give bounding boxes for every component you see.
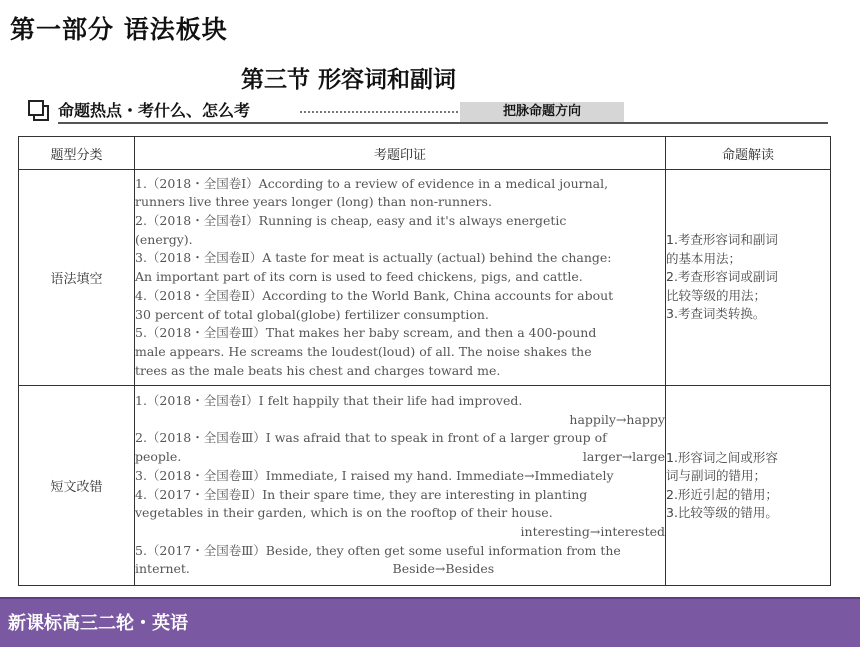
reading-line: 1.考查形容词和副词 — [666, 232, 778, 248]
correction: happily→happy — [569, 411, 665, 427]
example-line: 4.（2018・全国卷Ⅱ）According to the World Bank, China accounts for about — [135, 287, 614, 303]
reading-line: 3.比较等级的错用。 — [666, 505, 778, 520]
square-icon — [28, 100, 46, 118]
reading-line: 2.形近引起的错用； — [666, 486, 778, 502]
example-line: people. — [135, 449, 182, 465]
table-row — [19, 170, 831, 386]
dotted-leader — [300, 111, 458, 113]
example-line: runners live three years longer (long) than non-runners. — [135, 194, 492, 210]
example-line: internet. Beside→Besides — [135, 561, 495, 577]
type-cell: 短文改错 — [19, 386, 135, 586]
example-line: 30 percent of total global(globe) fertilizer consumption. — [135, 306, 489, 322]
part-title: 第一部分 语法板块 — [10, 15, 228, 44]
reading-line: 1.形容词之间或形容 — [666, 449, 778, 465]
reading-line: 的基本用法； — [666, 250, 742, 266]
example-line: An important part of its corn is used to feed chickens, pigs, and cattle. — [135, 269, 583, 285]
header-examples: 考题印证 — [135, 137, 666, 170]
divider — [58, 122, 828, 124]
examples-cell — [135, 170, 666, 386]
hot-section-title: 命题热点・考什么、怎么考 — [58, 101, 251, 120]
reading-line: 2.考查形容词或副词 — [666, 269, 778, 285]
example-line: 1.（2018・全国卷Ⅰ）I felt happily that their life had improved. — [135, 392, 523, 408]
hot-section-tag: 把脉命题方向 — [460, 102, 624, 122]
example-line: (energy). — [135, 231, 193, 247]
correction: interesting→interested — [520, 523, 665, 539]
reading-line: 3.考查词类转换。 — [666, 306, 766, 322]
example-line: male appears. He screams the loudest(loud) of all. The noise shakes the — [135, 343, 592, 359]
correction: larger→large — [582, 449, 665, 465]
example-line: 5.（2017・全国卷Ⅲ）Beside, they often get some useful information from the — [135, 542, 621, 558]
example-line: vegetables in their garden, which is on the rooftop of their house. — [135, 505, 553, 521]
exam-table — [18, 136, 831, 586]
reading-cell — [666, 386, 831, 586]
footer-text: 新课标高三二轮・英语 — [8, 613, 188, 634]
example-line: 5.（2018・全国卷Ⅲ）That makes her baby scream, and then a 400-pound — [135, 325, 597, 341]
example-line: 2.（2018・全国卷Ⅲ）I was afraid that to speak in front of a larger group of — [135, 430, 607, 446]
reading-line: 词与副词的错用； — [666, 468, 767, 483]
examples-cell — [135, 386, 666, 586]
example-line: trees as the male beats his chest and charges toward me. — [135, 362, 501, 378]
example-line: 3.（2018・全国卷Ⅱ）A taste for meat is actually (actual) behind the change: — [135, 250, 612, 266]
example-line: 3.（2018・全国卷Ⅲ）Immediate, I raised my hand. Immediate→Immediately — [135, 467, 614, 483]
type-cell: 语法填空 — [19, 170, 135, 386]
example-line: 1.（2018・全国卷Ⅰ）According to a review of evidence in a medical journal, — [135, 175, 609, 191]
reading-line: 比较等级的用法； — [666, 287, 767, 303]
table-row — [19, 386, 831, 586]
reading-cell — [666, 170, 831, 386]
section-title: 第三节 形容词和副词 — [241, 67, 457, 93]
footer-bar — [0, 597, 860, 647]
header-type: 题型分类 — [19, 137, 135, 170]
example-line: 2.（2018・全国卷Ⅰ）Running is cheap, easy and it's always energetic — [135, 213, 567, 229]
header-reading: 命题解读 — [666, 137, 831, 170]
hot-section-bar — [28, 98, 828, 126]
example-line: 4.（2017・全国卷Ⅱ）In their spare time, they are interesting in planting — [135, 486, 588, 502]
table-header-row — [19, 137, 831, 170]
